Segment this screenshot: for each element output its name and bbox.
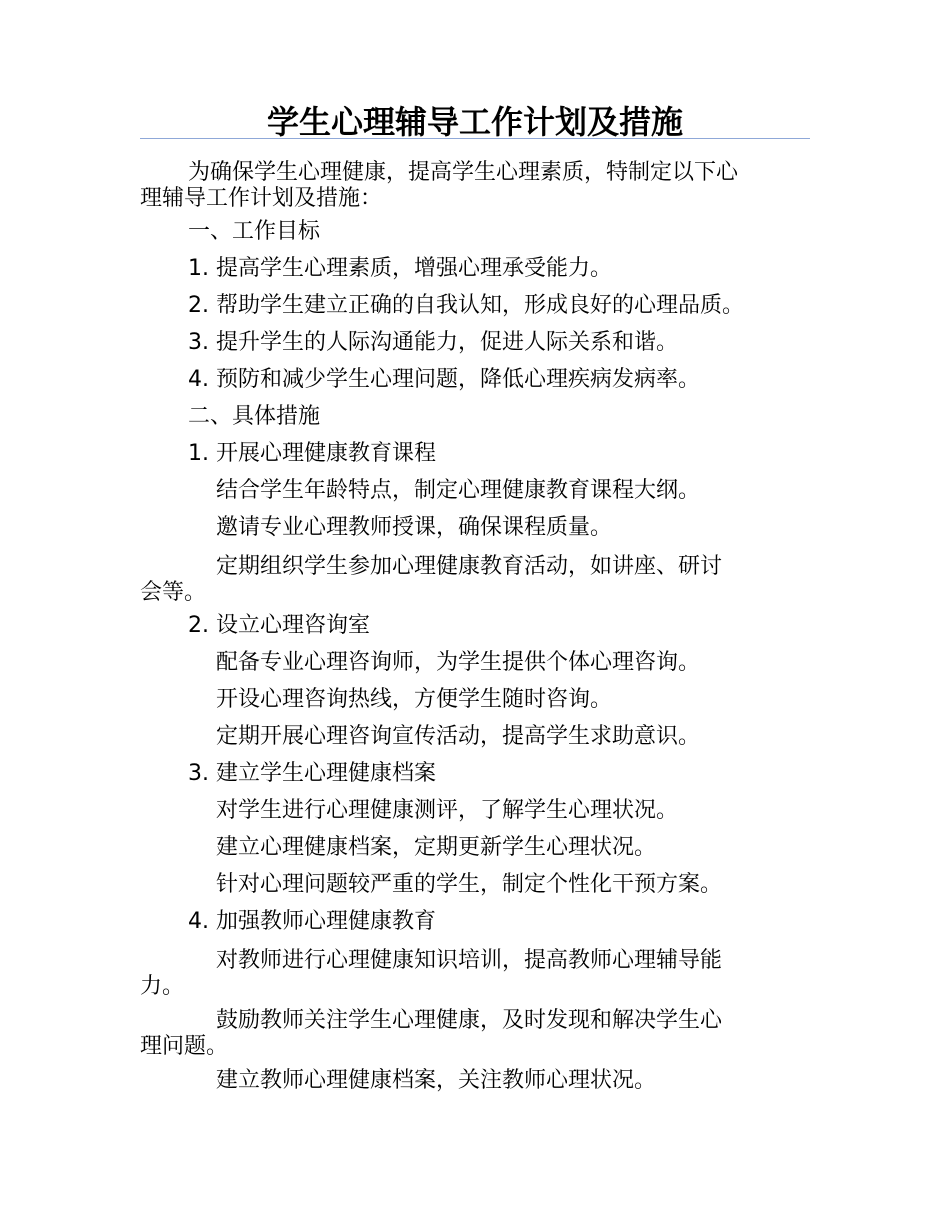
measure-point-line-2: 会等。 — [140, 580, 207, 605]
goal-item-text: 4. 预防和减少学生心理问题，降低心理疾病发病率。 — [188, 367, 700, 392]
measure-3-point-2 — [140, 835, 810, 861]
measure-point-text: 对学生进行心理健康测评，了解学生心理状况。 — [216, 798, 679, 823]
measure-point-text: 邀请专业心理教师授课，确保课程质量。 — [216, 515, 613, 540]
measure-2-point-1 — [140, 650, 810, 676]
intro-line-1: 为确保学生心理健康，提高学生心理素质，特制定以下心 — [188, 160, 739, 185]
measure-point-line-1: 对教师进行心理健康知识培训，提高教师心理辅导能 — [216, 948, 723, 973]
goal-item-3 — [140, 330, 810, 356]
measure-point-line-2: 力。 — [140, 974, 185, 999]
goal-item-text: 2. 帮助学生建立正确的自我认知，形成良好的心理品质。 — [188, 293, 744, 318]
document-title: 学生心理辅导工作计划及措施 — [266, 103, 683, 141]
intro-paragraph — [140, 160, 810, 212]
intro-line-2: 理辅导工作计划及措施： — [140, 186, 383, 211]
measure-heading-text: 4. 加强教师心理健康教育 — [188, 909, 436, 934]
measure-2-point-2 — [140, 687, 810, 713]
measure-point-text: 定期开展心理咨询宣传活动，提高学生求助意识。 — [216, 724, 701, 749]
measure-4-point-3 — [140, 1068, 810, 1094]
goal-item-text: 1. 提高学生心理素质，增强心理承受能力。 — [188, 256, 612, 281]
goal-item-4 — [140, 367, 810, 393]
measure-point-text: 建立教师心理健康档案，关注教师心理状况。 — [216, 1068, 657, 1093]
measure-3-heading — [140, 761, 810, 787]
goal-item-1 — [140, 256, 810, 282]
measure-point-line-1: 鼓励教师关注学生心理健康，及时发现和解决学生心 — [216, 1008, 723, 1033]
measure-1-point-1 — [140, 478, 810, 504]
title-underline — [140, 138, 810, 139]
measure-4-point-2 — [140, 1008, 810, 1060]
goal-item-2 — [140, 293, 810, 319]
measure-2-heading — [140, 613, 810, 639]
measure-4-point-1 — [140, 948, 810, 1000]
measure-1-point-2 — [140, 515, 810, 541]
measure-4-heading — [140, 909, 810, 935]
measure-2-point-3 — [140, 724, 810, 750]
measure-point-line-2: 理问题。 — [140, 1034, 229, 1059]
measure-point-text: 配备专业心理咨询师，为学生提供个体心理咨询。 — [216, 650, 701, 675]
measure-1-heading — [140, 441, 810, 467]
measure-heading-text: 3. 建立学生心理健康档案 — [188, 761, 436, 786]
measure-point-text: 针对心理问题较严重的学生，制定个性化干预方案。 — [216, 872, 723, 897]
measure-point-line-1: 定期组织学生参加心理健康教育活动，如讲座、研讨 — [216, 554, 723, 579]
measure-3-point-1 — [140, 798, 810, 824]
goal-item-text: 3. 提升学生的人际沟通能力，促进人际关系和谐。 — [188, 330, 678, 355]
measure-3-point-3 — [140, 872, 810, 898]
section-heading-goals: 一、工作目标 — [188, 219, 321, 244]
measure-heading-text: 1. 开展心理健康教育课程 — [188, 441, 436, 466]
section-heading-measures: 二、具体措施 — [188, 404, 321, 429]
section-2-heading — [140, 404, 810, 430]
measure-point-text: 开设心理咨询热线，方便学生随时咨询。 — [216, 687, 613, 712]
measure-1-point-3 — [140, 554, 810, 606]
measure-heading-text: 2. 设立心理咨询室 — [188, 613, 370, 638]
section-1-heading — [140, 219, 810, 245]
measure-point-text: 建立心理健康档案，定期更新学生心理状况。 — [216, 835, 657, 860]
measure-point-text: 结合学生年龄特点，制定心理健康教育课程大纲。 — [216, 478, 701, 503]
